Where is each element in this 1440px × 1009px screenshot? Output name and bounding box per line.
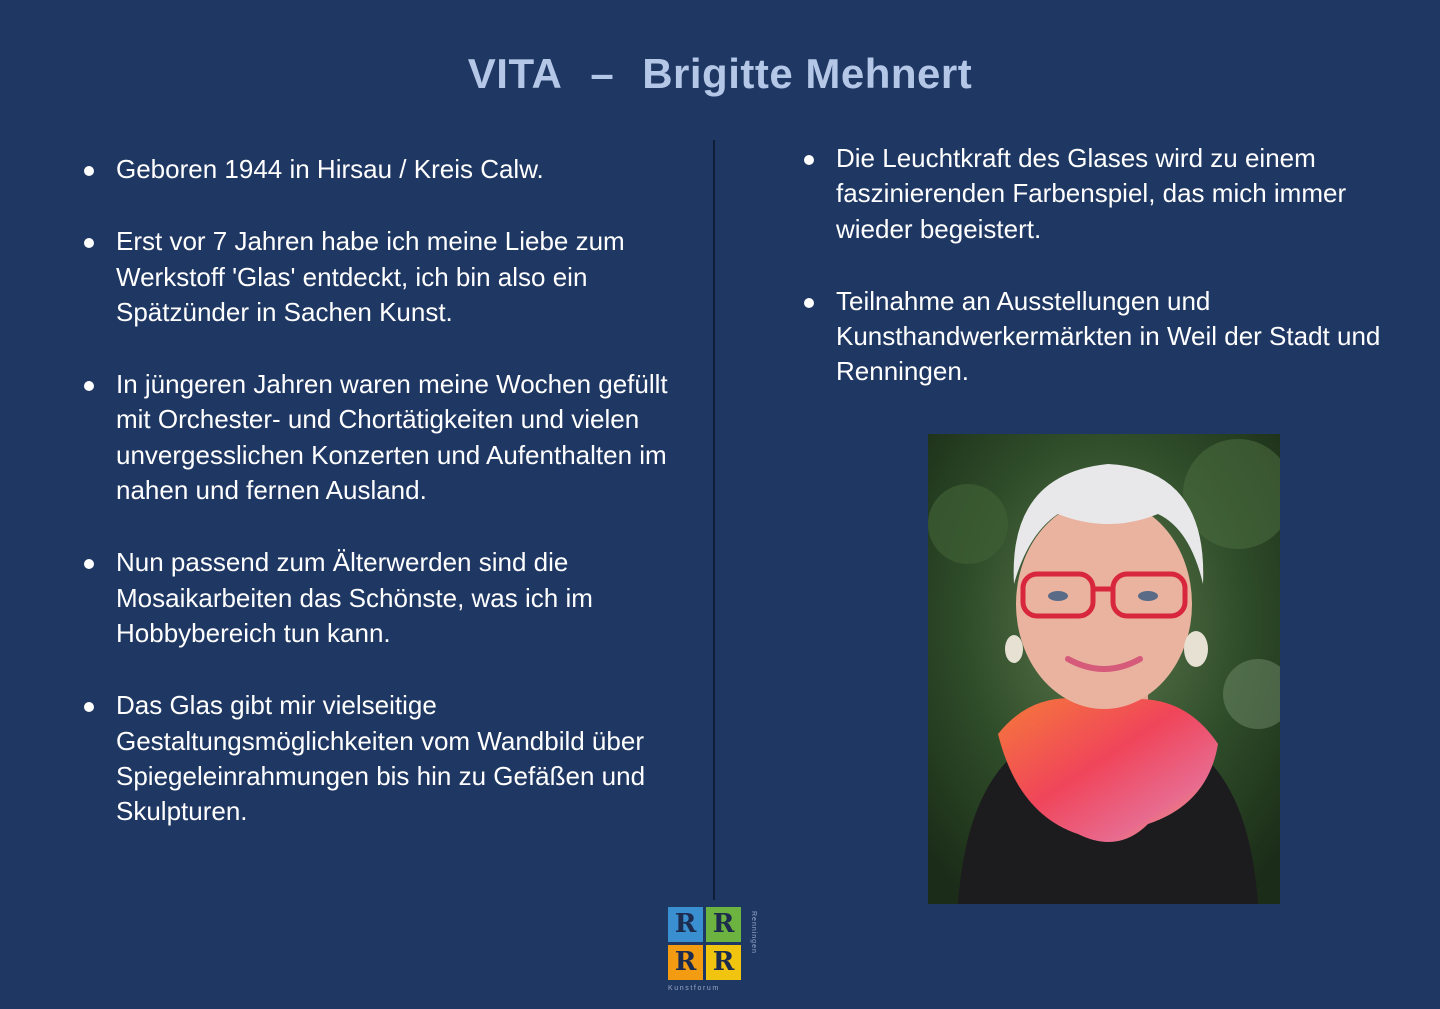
- left-bullet-list: [84, 152, 694, 866]
- portrait-illustration: [928, 434, 1280, 904]
- bullet-music-years: In jüngeren Jahren waren meine Wochen gefüllt mit Orchester- und Chortätigkeiten und vielen unvergesslichen Konzerten und Aufenthalten im nahen und fernen Ausland.: [84, 367, 694, 508]
- logo-cell-1: R: [668, 907, 703, 942]
- bullet-glass-light: Die Leuchtkraft des Glases wird zu einem faszinierenden Farbenspiel, das mich immer wieder begeistert.: [804, 141, 1424, 247]
- logo-cell-4: R: [706, 945, 741, 980]
- title-name: Brigitte Mehnert: [642, 50, 973, 97]
- logo-bottom-text: Kunstforum: [668, 985, 720, 992]
- logo-grid: [668, 907, 742, 981]
- logo-cell-2: R: [706, 907, 741, 942]
- bullet-glass-discovery: Erst vor 7 Jahren habe ich meine Liebe zum Werkstoff 'Glas' entdeckt, ich bin also ein Spätzünder in Sachen Kunst.: [84, 224, 694, 330]
- bullet-mosaic: Nun passend zum Älterwerden sind die Mosaikarbeiten das Schönste, was ich im Hobbybereich tun kann.: [84, 545, 694, 651]
- right-bullet-list: [804, 141, 1424, 427]
- bullet-birth: Geboren 1944 in Hirsau / Kreis Calw.: [84, 152, 694, 187]
- logo-side-text: Renningen: [750, 911, 757, 954]
- kunstforum-logo: [668, 907, 760, 999]
- bullet-glass-possibilities: Das Glas gibt mir vielseitige Gestaltungsmöglichkeiten vom Wandbild über Spiegeleinrahmungen bis hin zu Gefäßen und Skulpturen.: [84, 688, 694, 829]
- bullet-exhibitions: Teilnahme an Ausstellungen und Kunsthandwerkermärkten in Weil der Stadt und Renningen.: [804, 284, 1424, 390]
- page-title: [0, 50, 1440, 98]
- logo-cell-3: R: [668, 945, 703, 980]
- title-vita: VITA: [467, 50, 563, 97]
- title-dash: –: [590, 50, 615, 97]
- column-divider: [713, 140, 715, 900]
- portrait-photo: [928, 434, 1280, 904]
